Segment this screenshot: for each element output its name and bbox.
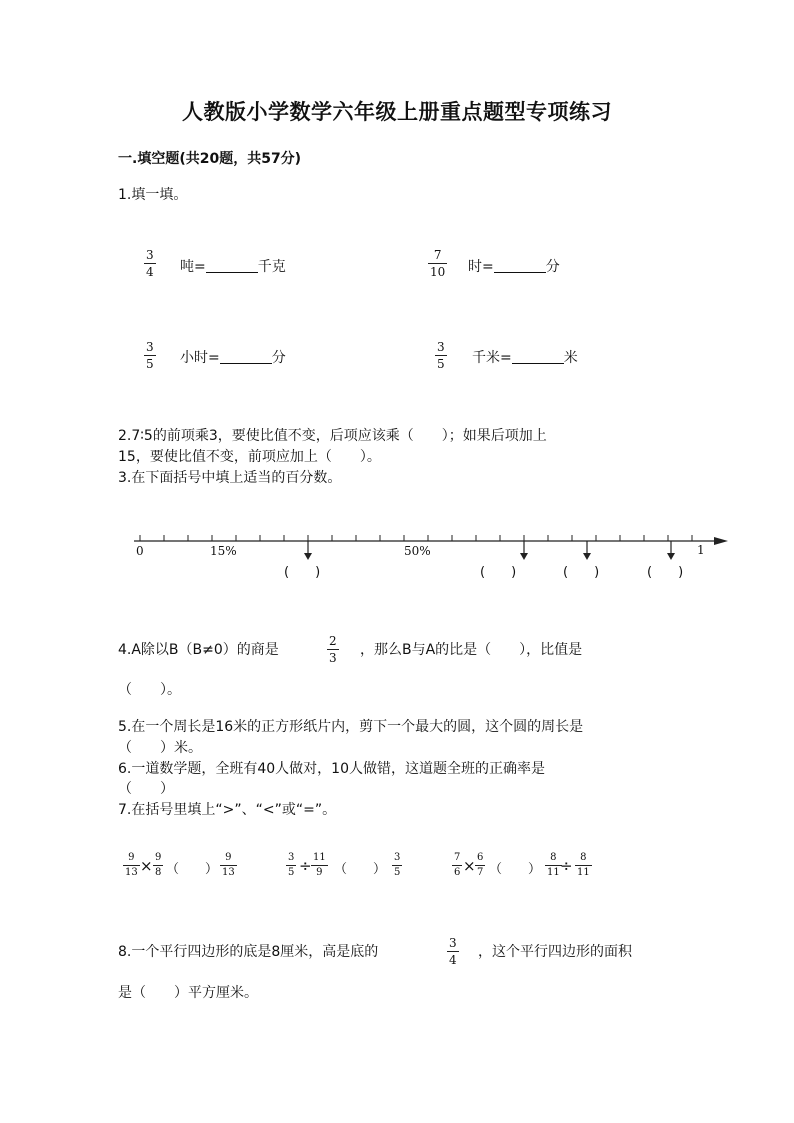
question-5-line-2: （ ）米。 xyxy=(118,740,202,756)
numerator: 7 xyxy=(454,852,461,863)
answer-bracket-1[interactable]: ( ) xyxy=(284,565,321,580)
q7-expr1-fraction-a xyxy=(123,853,140,878)
q1-item-4-after: 米 xyxy=(563,350,578,366)
question-3-text: 3.在下面括号中填上适当的百分数。 xyxy=(118,470,342,486)
tick-label-15: 15% xyxy=(210,544,237,558)
q8-fraction xyxy=(447,937,459,966)
q1-item-2-before: 时= xyxy=(468,259,494,275)
q1-item-1-before: 吨= xyxy=(180,259,206,275)
denominator: 4 xyxy=(449,953,457,967)
q1-fraction-3 xyxy=(144,341,156,370)
number-line-ticks xyxy=(140,535,692,541)
numerator: 6 xyxy=(477,852,484,863)
question-8-before: 8.一个平行四边形的底是8厘米，高是底的 xyxy=(118,944,379,960)
question-4-line-2: （ ）。 xyxy=(118,682,181,698)
q7-expr1-fraction-c xyxy=(220,853,237,878)
q4-fraction xyxy=(327,635,339,664)
q7-expr2-fraction-a xyxy=(286,853,296,878)
q7-expr3-operator-2: ÷ xyxy=(560,857,573,875)
denominator: 13 xyxy=(222,867,235,878)
tick-label-0: 0 xyxy=(136,544,144,558)
q7-expr2-operator: ÷ xyxy=(299,857,312,875)
answer-blank[interactable] xyxy=(494,258,546,273)
question-5-line-1: 5.在一个周长是16米的正方形纸片内，剪下一个最大的圆，这个圆的周长是 xyxy=(118,719,584,735)
q7-expr3-blank[interactable]: （ ） xyxy=(489,862,542,877)
q7-expr3-fraction-b xyxy=(475,853,485,878)
denominator: 3 xyxy=(329,651,337,665)
question-2-line-2: 15，要使比值不变，前项应加上（ ）。 xyxy=(118,449,381,465)
numerator: 8 xyxy=(580,852,587,863)
q1-fraction-2 xyxy=(428,249,447,278)
denominator: 6 xyxy=(454,867,461,878)
number-line-arrowheads xyxy=(304,553,675,560)
q7-expr1-operator: × xyxy=(140,857,153,875)
number-line-arrowhead xyxy=(714,537,728,545)
denominator: 11 xyxy=(547,867,560,878)
denominator: 10 xyxy=(430,265,446,279)
numerator: 7 xyxy=(433,248,442,262)
denominator: 5 xyxy=(146,357,154,371)
denominator: 8 xyxy=(155,867,162,878)
denominator: 11 xyxy=(577,867,590,878)
denominator: 5 xyxy=(394,867,401,878)
q7-expr3-fraction-a xyxy=(452,853,462,878)
q7-expr3-operator: × xyxy=(463,857,476,875)
q1-fraction-4 xyxy=(435,341,447,370)
question-6-line-2: （ ） xyxy=(118,781,174,797)
number-line-arrows xyxy=(308,541,671,555)
answer-blank[interactable] xyxy=(220,349,272,364)
question-8-after: ，这个平行四边形的面积 xyxy=(478,944,632,960)
page-title: 人教版小学数学六年级上册重点题型专项练习 xyxy=(182,99,612,124)
numerator: 3 xyxy=(288,852,295,863)
question-6-line-1: 6.一道数学题，全班有40人做对，10人做错，这道题全班的正确率是 xyxy=(118,761,545,777)
q1-item-3-before: 小时= xyxy=(180,350,220,366)
numerator: 11 xyxy=(313,852,326,863)
q7-expr1-blank[interactable]: （ ） xyxy=(166,862,219,877)
tick-label-1: 1 xyxy=(697,543,705,557)
question-8-line-2: 是（ ）平方厘米。 xyxy=(118,985,258,1001)
q7-expr2-fraction-c xyxy=(392,853,402,878)
question-1-text: 1.填一填。 xyxy=(118,187,188,203)
q1-item-3 xyxy=(180,347,286,367)
denominator: 5 xyxy=(288,867,295,878)
numerator: 2 xyxy=(329,634,337,648)
numerator: 9 xyxy=(128,852,135,863)
answer-bracket-2[interactable]: ( ) xyxy=(480,565,517,580)
q1-item-2 xyxy=(468,256,560,276)
q7-expr2-blank[interactable]: （ ） xyxy=(334,862,387,877)
numerator: 3 xyxy=(146,340,154,354)
question-4-after: ，那么B与A的比是（ ），比值是 xyxy=(360,642,583,658)
question-7-text: 7.在括号里填上“>”、“<”或“=”。 xyxy=(118,802,337,818)
q1-item-4 xyxy=(472,347,578,367)
numerator: 3 xyxy=(449,936,457,950)
question-4-before: 4.A除以B（B≠0）的商是 xyxy=(118,642,279,658)
numerator: 3 xyxy=(394,852,401,863)
q1-item-3-after: 分 xyxy=(271,350,286,366)
question-2-line-1: 2.7∶5的前项乘3，要使比值不变，后项应该乘（ ）；如果后项加上 xyxy=(118,428,547,444)
q1-item-1 xyxy=(180,256,286,276)
denominator: 13 xyxy=(125,867,138,878)
numerator: 8 xyxy=(550,852,557,863)
numerator: 9 xyxy=(225,852,232,863)
answer-bracket-3[interactable]: ( ) xyxy=(563,565,600,580)
section-heading: 一.填空题(共20题，共57分) xyxy=(118,151,302,167)
denominator: 7 xyxy=(477,867,484,878)
tick-label-50: 50% xyxy=(404,544,431,558)
numerator: 3 xyxy=(146,248,154,262)
numerator: 9 xyxy=(155,852,162,863)
q1-fraction-1 xyxy=(144,249,156,278)
q1-item-1-after: 千克 xyxy=(257,259,286,275)
denominator: 5 xyxy=(437,357,445,371)
answer-blank[interactable] xyxy=(512,349,564,364)
q7-expr3-fraction-d xyxy=(575,853,592,878)
denominator: 4 xyxy=(146,265,154,279)
numerator: 3 xyxy=(437,340,445,354)
answer-bracket-4[interactable]: ( ) xyxy=(647,565,684,580)
denominator: 9 xyxy=(316,867,323,878)
answer-blank[interactable] xyxy=(206,258,258,273)
q1-item-4-before: 千米= xyxy=(472,350,512,366)
q7-expr1-fraction-b xyxy=(153,853,163,878)
q1-item-2-after: 分 xyxy=(545,259,560,275)
q7-expr2-fraction-b xyxy=(311,853,328,878)
